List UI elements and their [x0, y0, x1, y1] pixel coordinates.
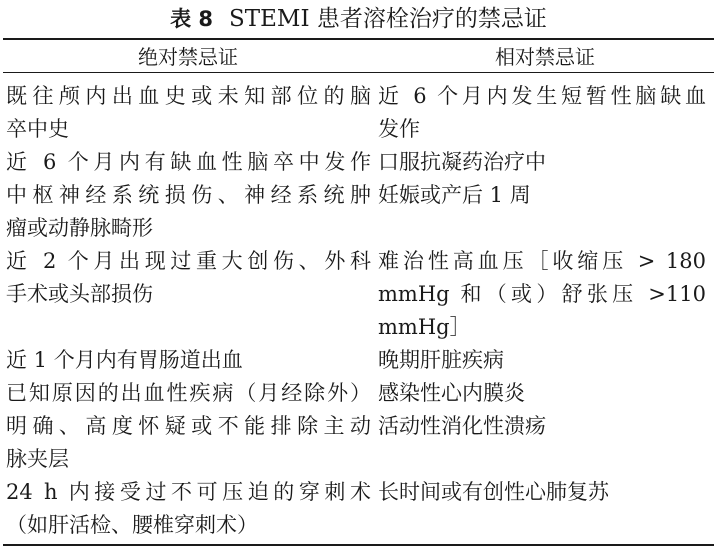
table-caption: [0, 4, 717, 34]
relative-item: [378, 179, 706, 212]
cell-line: 近 6 个月内有缺血性脑卒中发作: [6, 150, 371, 174]
relative-item: [378, 410, 706, 443]
cell-line: 明确、高度怀疑或不能排除主动: [6, 414, 371, 438]
table-header-rule: [3, 72, 714, 73]
cell-line: 24 h 内接受过不可压迫的穿刺术: [6, 480, 371, 504]
absolute-contraindications-column: [6, 80, 371, 542]
cell-line: 中枢神经系统损伤、神经系统肿: [6, 183, 371, 207]
cell-line: （如肝活检、腰椎穿刺术）: [6, 513, 258, 537]
table-top-rule: [3, 38, 714, 40]
absolute-item: [6, 146, 371, 179]
cell-line: 卒中史: [6, 117, 69, 141]
cell-line: 长时间或有创性心肺复苏: [378, 480, 609, 504]
cell-line: 近 6 个月内发生短暂性脑缺血: [378, 84, 706, 108]
absolute-item: [6, 179, 371, 245]
relative-item: [378, 245, 706, 344]
absolute-item: [6, 410, 371, 476]
cell-line: 活动性消化性溃疡: [378, 414, 546, 438]
cell-line: 手术或头部损伤: [6, 282, 153, 306]
cell-line: 已知原因的出血性疾病（月经除外）: [6, 381, 371, 405]
cell-line: 发作: [378, 117, 420, 141]
cell-line: 脉夹层: [6, 447, 69, 471]
relative-item: [378, 344, 706, 377]
relative-item: [378, 146, 706, 179]
absolute-item: [6, 80, 371, 146]
cell-line: 近 2 个月出现过重大创伤、外科: [6, 249, 371, 273]
absolute-item: [6, 377, 371, 410]
relative-item: [378, 377, 706, 410]
relative-item: [378, 80, 706, 146]
relative-contraindications-column: [378, 80, 706, 509]
absolute-item: [6, 245, 371, 311]
table-bottom-rule: [3, 544, 714, 546]
header-relative-contraindications: 相对禁忌证: [495, 45, 595, 69]
cell-line: 瘤或动静脉畸形: [6, 216, 153, 240]
cell-line: 近 1 个月内有胃肠道出血: [6, 348, 243, 372]
cell-line: 感染性心内膜炎: [378, 381, 525, 405]
table-number: 表 8: [170, 7, 214, 31]
cell-line: 既往颅内出血史或未知部位的脑: [6, 84, 371, 108]
cell-line: mmHg 和（或）舒张压 >110: [378, 282, 706, 306]
absolute-item: [6, 476, 371, 542]
cell-line: 口服抗凝药治疗中: [378, 150, 546, 174]
cell-line: 晚期肝脏疾病: [378, 348, 504, 372]
table-title: STEMI 患者溶栓治疗的禁忌证: [229, 6, 547, 32]
cell-line: mmHg］: [378, 315, 471, 339]
cell-line: 难治性高血压［收缩压 > 180: [378, 249, 706, 273]
header-absolute-contraindications: 绝对禁忌证: [138, 45, 238, 69]
relative-item: [378, 476, 706, 509]
cell-line: 妊娠或产后 1 周: [378, 183, 531, 207]
absolute-item: [6, 344, 371, 377]
